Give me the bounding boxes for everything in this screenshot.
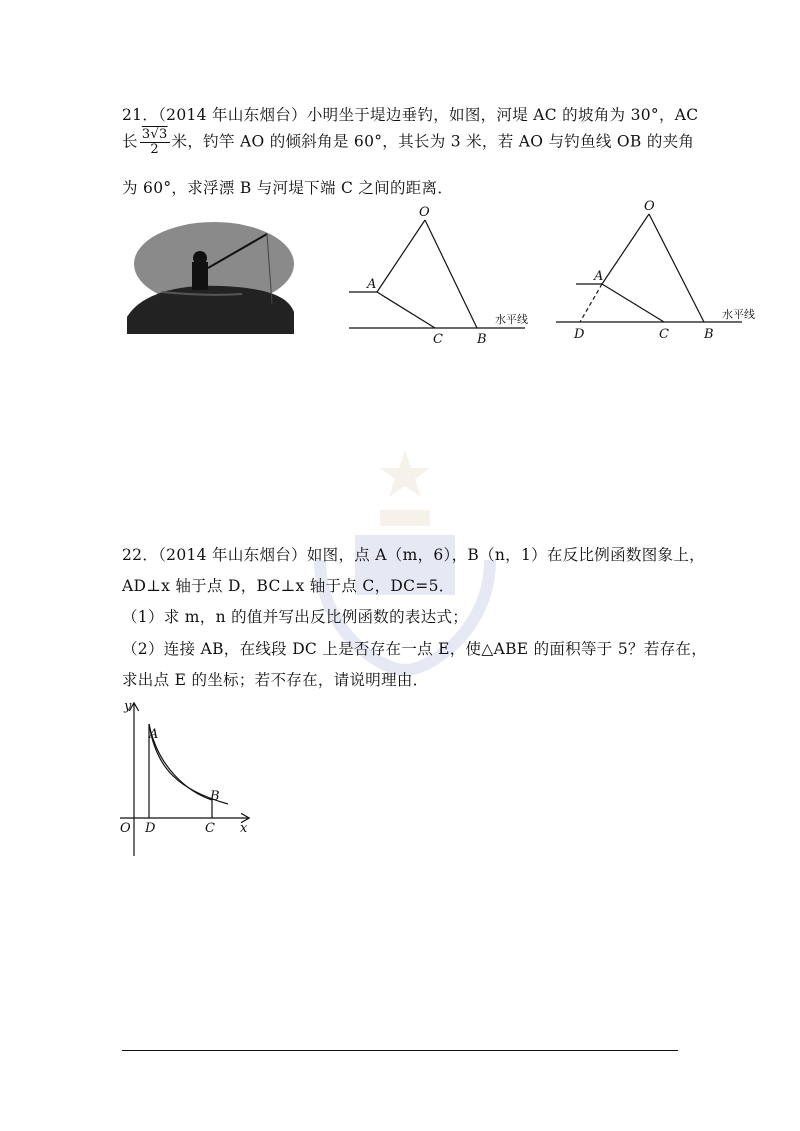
q22-line-5: 求出点 E 的坐标；若不存在，请说明理由．	[122, 671, 429, 689]
label-C: C	[659, 327, 669, 342]
length-fraction	[140, 128, 170, 157]
river-bank-diagram-2	[552, 196, 767, 346]
label-D: D	[145, 821, 156, 836]
label-B: B	[477, 332, 487, 347]
label-A: A	[149, 727, 159, 742]
q22-line-4: （2）连接 AB，在线段 DC 上是否存在一点 E，使△ABE 的面积等于 5？若存在，	[122, 640, 707, 658]
fraction-numerator: 3√3	[141, 127, 168, 142]
label-B: B	[704, 327, 714, 342]
label-C: C	[433, 332, 443, 347]
label-O: O	[419, 205, 430, 220]
q21-line-2	[122, 128, 694, 157]
river-bank-diagram-1	[345, 200, 530, 348]
fishing-photo	[122, 222, 297, 334]
fraction-denominator: 2	[150, 142, 159, 157]
label-O: O	[120, 821, 131, 836]
inverse-function-graph	[118, 696, 258, 858]
q21-line-3: 为 60°，求浮漂 B 与河堤下端 C 之间的距离．	[122, 179, 454, 197]
label-D: D	[574, 327, 585, 342]
label-B: B	[210, 789, 220, 804]
label-C: C	[205, 821, 215, 836]
footer-rule	[122, 1050, 678, 1051]
label-horizontal-line: 水平线	[722, 308, 755, 321]
q22-line-1: 22．（2014 年山东烟台）如图，点 A（m，6），B（n，1）在反比例函数图象上，	[122, 546, 705, 564]
q21-line-1: 21．（2014 年山东烟台）小明坐于堤边垂钓，如图，河堤 AC 的坡角为 30°，AC	[122, 106, 699, 124]
label-x: x	[240, 821, 248, 836]
label-O: O	[644, 199, 655, 214]
label-y: y	[124, 699, 132, 714]
label-A: A	[367, 277, 377, 292]
q22-line-3: （1）求 m，n 的值并写出反比例函数的表达式；	[122, 608, 469, 626]
q21-line-2-post: 米，钓竿 AO 的倾斜角是 60°，其长为 3 米，若 AO 与钓鱼线 OB 的夹角	[171, 132, 695, 151]
label-A: A	[594, 269, 604, 284]
q21-line-2-pre: 长	[122, 132, 138, 151]
label-horizontal-line: 水平线	[495, 313, 528, 326]
q22-line-2: AD⊥x 轴于点 D，BC⊥x 轴于点 C，DC=5．	[122, 577, 455, 595]
